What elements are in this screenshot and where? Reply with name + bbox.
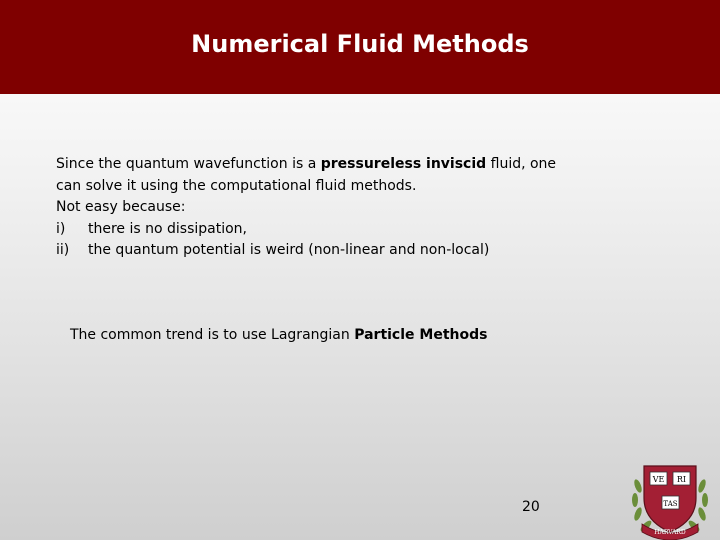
harvard-shield-icon [628,458,712,540]
body-line-1-emphasis: pressureless inviscid [320,156,487,172]
body-line-1 [56,154,616,176]
list-item-text: there is no dissipation, [88,220,247,237]
seal-motto-ri: RI [676,475,687,484]
list-item-text: the quantum potential is weird (non-linear and non-local) [88,242,490,258]
list-item [56,240,616,262]
slide-body [56,154,616,262]
list-item-number: ii) [56,242,70,258]
body-line-3: Not easy because: [56,199,186,215]
trend-statement [70,327,487,343]
list-item [56,219,616,241]
seal-motto-tas: TAS [663,500,678,508]
trend-emphasis: Particle Methods [354,327,488,343]
seal-motto-ve: VE [652,475,665,484]
body-line-1-text-b: fluid, one [486,156,557,172]
page-number: 20 [522,499,540,515]
body-line-2: can solve it using the computational fluid methods. [56,177,417,194]
title-bar [0,0,720,94]
list-item-number: i) [56,220,66,237]
trend-text: The common trend is to use Lagrangian [70,327,355,343]
seal-banner-text: HARVARD [654,529,686,536]
body-line-1-text-a: Since the quantum wavefunction is a [56,156,321,172]
slide-title: Numerical Fluid Methods [191,30,529,58]
